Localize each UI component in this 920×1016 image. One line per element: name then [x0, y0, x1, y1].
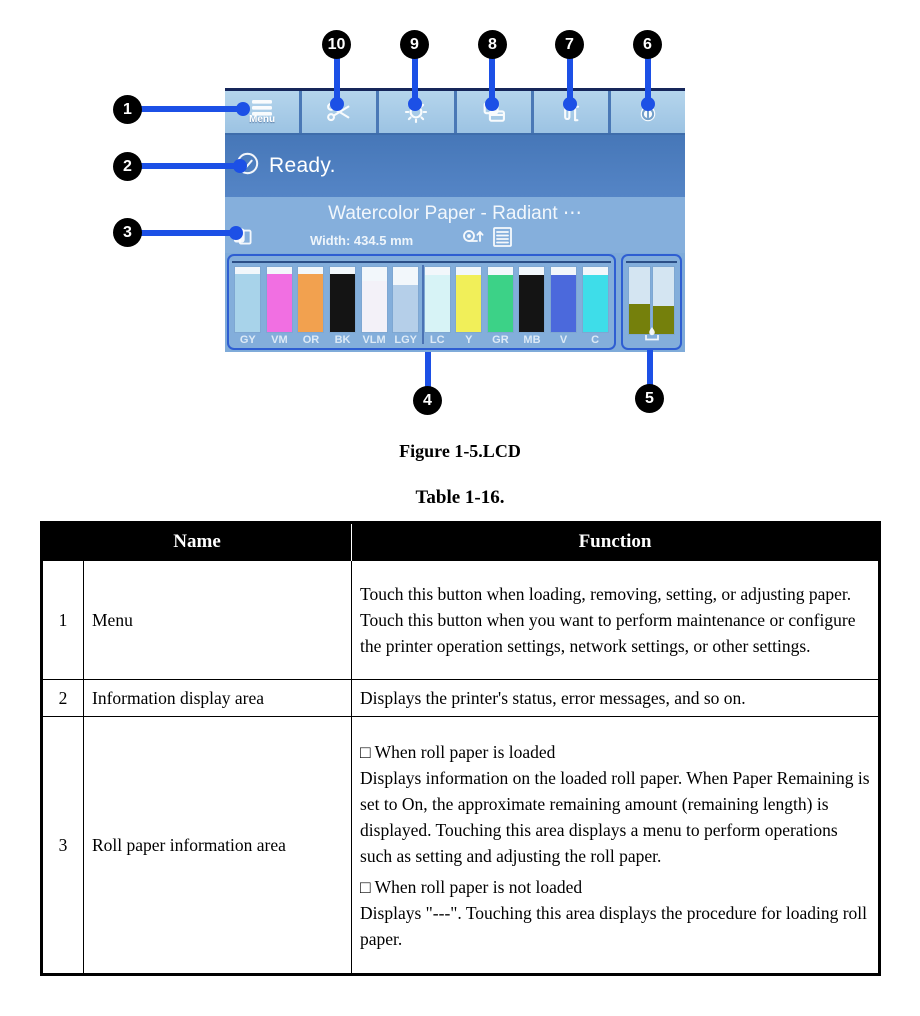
row-function: Displays the printer's status, error messages, and so on. [352, 680, 880, 717]
lcd-toolbar [225, 91, 685, 135]
callout-9: 9 [400, 30, 429, 59]
callout-3: 3 [113, 218, 142, 247]
ink-bar: LC [424, 267, 451, 346]
status-text: Ready. [269, 154, 336, 177]
roll-paper-information-area[interactable] [225, 197, 685, 253]
ink-bar: VLM [361, 267, 388, 346]
paper-remaining-icon [461, 225, 489, 254]
callout-1-line [141, 106, 246, 112]
menu-button-label: Menu [249, 114, 276, 125]
figure-caption: Figure 1-5.LCD [399, 441, 521, 461]
callout-5: 5 [635, 384, 664, 413]
table-row [42, 717, 880, 975]
table-caption: Table 1-16. [415, 487, 505, 508]
row-name: Roll paper information area [84, 717, 352, 975]
callout-10: 10 [322, 30, 351, 59]
lcd-screen [225, 88, 685, 352]
ink-region [225, 253, 685, 352]
row-name: Information display area [84, 680, 352, 717]
paper-status-icons [461, 225, 515, 254]
callout-7-dot [563, 97, 577, 111]
ink-bar: LGY [392, 267, 419, 346]
maintenance-area-topline [626, 261, 677, 263]
information-display-area[interactable] [225, 135, 685, 197]
row-number: 1 [42, 561, 84, 680]
row-number: 3 [42, 717, 84, 975]
callout-6-dot [641, 97, 655, 111]
callout-6: 6 [633, 30, 662, 59]
maintenance-tank-area[interactable] [621, 254, 682, 350]
maintenance-tank [629, 267, 650, 334]
ink-bar: C [582, 267, 609, 346]
header-name: Name [42, 523, 352, 561]
lcd-figure [0, 0, 920, 436]
ink-level-area[interactable] [227, 254, 616, 350]
table-header-row [42, 523, 880, 561]
ink-bar: OR [297, 267, 324, 346]
callout-7: 7 [555, 30, 584, 59]
callout-4-line [425, 352, 431, 388]
paper-name: Watercolor Paper - Radiant ⋯ [328, 203, 582, 224]
maintenance-tank [653, 267, 674, 334]
ink-bar: BK [329, 267, 356, 346]
ink-bar: Y [455, 267, 482, 346]
callout-2-line [141, 163, 243, 169]
ink-bar: GY [234, 267, 261, 346]
callout-4: 4 [413, 386, 442, 415]
row-function: □ When roll paper is loaded Displays information on the loaded roll paper. When Paper Remaining is set to On, the approximate remaining amount (remaining length) is displayed. Touching this area displays a menu to perform operations such as setting and adjusting the roll paper. □ When roll paper is not loaded Displays "---". Touching this area displays the procedure for loading roll paper. [352, 717, 880, 975]
ink-bar: MB [518, 267, 545, 346]
row-name: Menu [84, 561, 352, 680]
callout-5-line [647, 350, 653, 386]
callout-8-dot [485, 97, 499, 111]
callout-9-dot [408, 97, 422, 111]
maintenance-tanks [627, 267, 676, 334]
callout-2-dot [233, 159, 247, 173]
function-table [40, 521, 881, 976]
ink-area-topline [232, 261, 611, 263]
ink-bar: V [550, 267, 577, 346]
callout-8: 8 [478, 30, 507, 59]
callout-3-dot [229, 226, 243, 240]
callout-1-dot [236, 102, 250, 116]
list-icon [491, 225, 515, 254]
callout-1: 1 [113, 95, 142, 124]
paper-width-label: Width: 434.5 mm [310, 233, 414, 248]
ink-bar: GR [487, 267, 514, 346]
table-row [42, 680, 880, 717]
callout-10-dot [330, 97, 344, 111]
row-function: Touch this button when loading, removing, setting, or adjusting paper. Touch this button when you want to perform maintenance or configure the printer operation settings, network settings, or other settings. [352, 561, 880, 680]
callout-2: 2 [113, 152, 142, 181]
row-number: 2 [42, 680, 84, 717]
callout-3-line [141, 230, 240, 236]
header-function: Function [352, 523, 880, 561]
waste-ink-drop-icon [623, 327, 680, 346]
ink-bar: VM [266, 267, 293, 346]
table-row [42, 561, 880, 680]
ink-bars [232, 267, 611, 346]
